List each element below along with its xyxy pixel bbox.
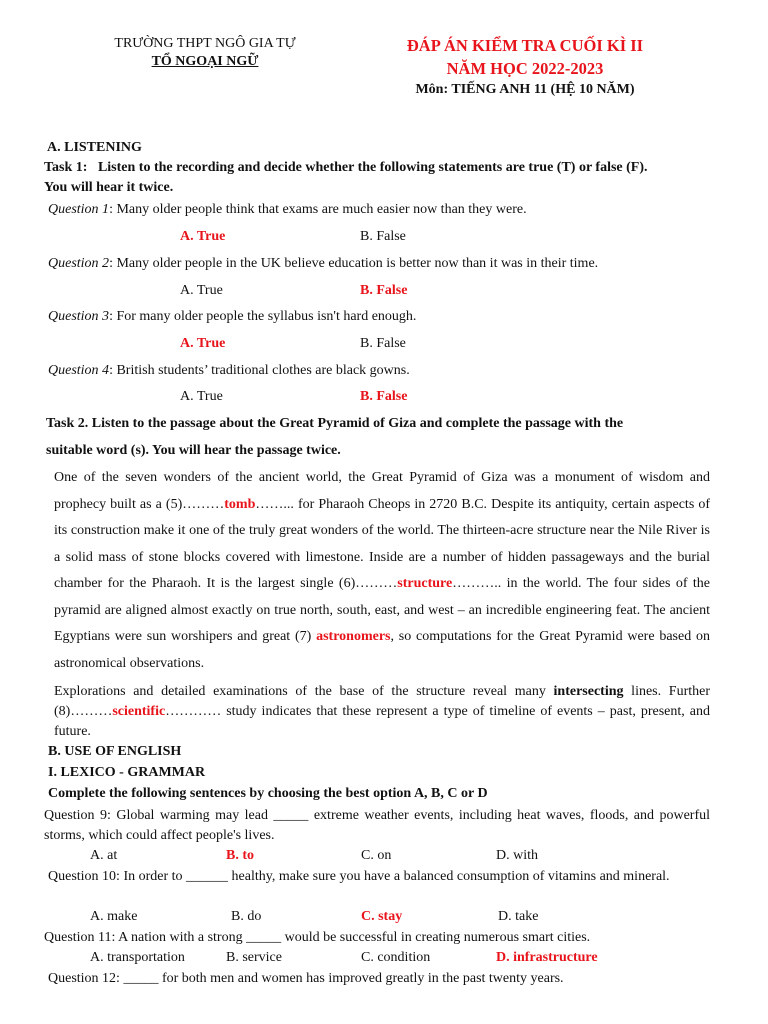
section-english-heading: B. USE OF ENGLISH [48, 744, 182, 759]
question-4 [48, 363, 410, 379]
question-label: Question 3 [48, 309, 110, 324]
passage-text: ………… study indicates that these represent a type of timeline of events – past, present, and future. [54, 704, 710, 739]
q1-option-b: B. False [360, 229, 406, 244]
q9-option-c: C. on [361, 848, 392, 863]
question-9: Question 9: Global warming may lead _____ extreme weather events, including heat waves, floods, and powerful storms, which could affect people's lives. [44, 808, 710, 843]
q10-option-b: B. do [231, 909, 262, 924]
subject-line: Môn: TIẾNG ANH 11 (HỆ 10 NĂM) [415, 82, 635, 97]
q3-option-b: B. False [360, 336, 406, 351]
task2-instruction-line2: suitable word (s). You will hear the passage twice. [46, 443, 341, 458]
department-name: TỔ NGOẠI NGỮ [151, 54, 259, 69]
question-text: : Many older people in the UK believe education is better now than it was in their time. [109, 256, 599, 271]
q9-option-b: B. to [226, 848, 254, 863]
q11-option-b: B. service [226, 950, 282, 965]
q9-option-d: D. with [496, 848, 538, 863]
question-text: : Many older people think that exams are much easier now than they were. [109, 202, 527, 217]
q2-option-b: B. False [360, 283, 408, 298]
q9-option-a: A. at [90, 848, 118, 863]
answer-7: astronomers [316, 629, 391, 644]
school-name: TRƯỜNG THPT NGÔ GIA TỰ [114, 36, 296, 51]
answer-8: scientific [112, 704, 166, 719]
q11-option-c: C. condition [361, 950, 431, 965]
task1-instruction [44, 160, 648, 176]
passage-text: One of the seven wonders of the ancient world, the Great Pyramid of Giza was a monument of wisdom and prophecy built as a (5)……… [54, 470, 710, 512]
passage-paragraph-1 [54, 465, 710, 677]
question-2 [48, 256, 598, 272]
q2-option-a: A. True [180, 283, 223, 298]
q4-option-a: A. True [180, 389, 223, 404]
question-1 [48, 202, 527, 218]
q10-option-c: C. stay [361, 909, 403, 924]
passage-text: , so computations for the Great Pyramid were based on astronomical observations. [54, 629, 711, 671]
question-label: Question 1 [48, 202, 110, 217]
question-label: Question 2 [48, 256, 110, 271]
passage-text: Explorations and detailed examinations of the base of the structure reveal many [54, 684, 554, 699]
question-label: Question 4 [48, 363, 110, 378]
task1-text: Listen to the recording and decide whether the following statements are true (T) or false (F). [97, 160, 648, 175]
question-text: : British students’ traditional clothes are black gowns. [109, 363, 410, 378]
q10-option-a: A. make [90, 909, 138, 924]
passage-text: lines. Further (8)……… [54, 684, 711, 719]
task1-prefix: Task 1: [44, 160, 88, 175]
intersecting-word: intersecting [553, 684, 624, 699]
section-listening-heading: A. LISTENING [47, 140, 142, 155]
task1-instruction-line2: You will hear it twice. [44, 180, 174, 195]
answer-6: structure [397, 576, 453, 591]
task2-instruction: Task 2. Listen to the passage about the Great Pyramid of Giza and complete the passage with the [46, 416, 624, 431]
q4-option-b: B. False [360, 389, 408, 404]
passage-paragraph-2 [54, 682, 710, 742]
passage-text: ……….. in the world. The four sides of the pyramid are aligned almost exactly on true north, south, east, and west – an incredible engineering feat. The ancient Egyptians were sun worshipers and great (7) [54, 576, 710, 644]
q11-option-a: A. transportation [90, 950, 185, 965]
lexico-instruction: Complete the following sentences by choosing the best option A, B, C or D [48, 786, 488, 801]
q3-option-a: A. True [180, 336, 226, 351]
question-3 [48, 309, 416, 325]
answer-5: tomb [224, 496, 256, 512]
question-10: Question 10: In order to ______ healthy, make sure you have a balanced consumption of vitamins and mineral. [48, 869, 670, 884]
passage-text: ……... for Pharaoh Cheops in 2720 B.C. Despite its antiquity, certain aspects of its construction make it one of the truly great wonders of the world. The thirteen-acre structure near the Nile River is a solid mass of stone blocks covered with limestone. Inside are a number of hidden passageways and the burial chamber for the Pharaoh. It is the largest single (6)……… [54, 496, 711, 591]
question-text: : For many older people the syllabus isn't hard enough. [109, 309, 417, 324]
question-12: Question 12: _____ for both men and women has improved greatly in the past twenty years. [48, 971, 564, 986]
question-11: Question 11: A nation with a strong _____ would be successful in creating numerous smart cities. [44, 930, 591, 945]
q1-option-a: A. True [180, 229, 226, 244]
school-year: NĂM HỌC 2022-2023 [446, 59, 604, 78]
exam-title: ĐÁP ÁN KIỂM TRA CUỐI KÌ II [406, 36, 644, 55]
q11-option-d: D. infrastructure [496, 950, 598, 965]
q10-option-d: D. take [498, 909, 539, 924]
lexico-grammar-heading: I. LEXICO - GRAMMAR [48, 765, 206, 780]
